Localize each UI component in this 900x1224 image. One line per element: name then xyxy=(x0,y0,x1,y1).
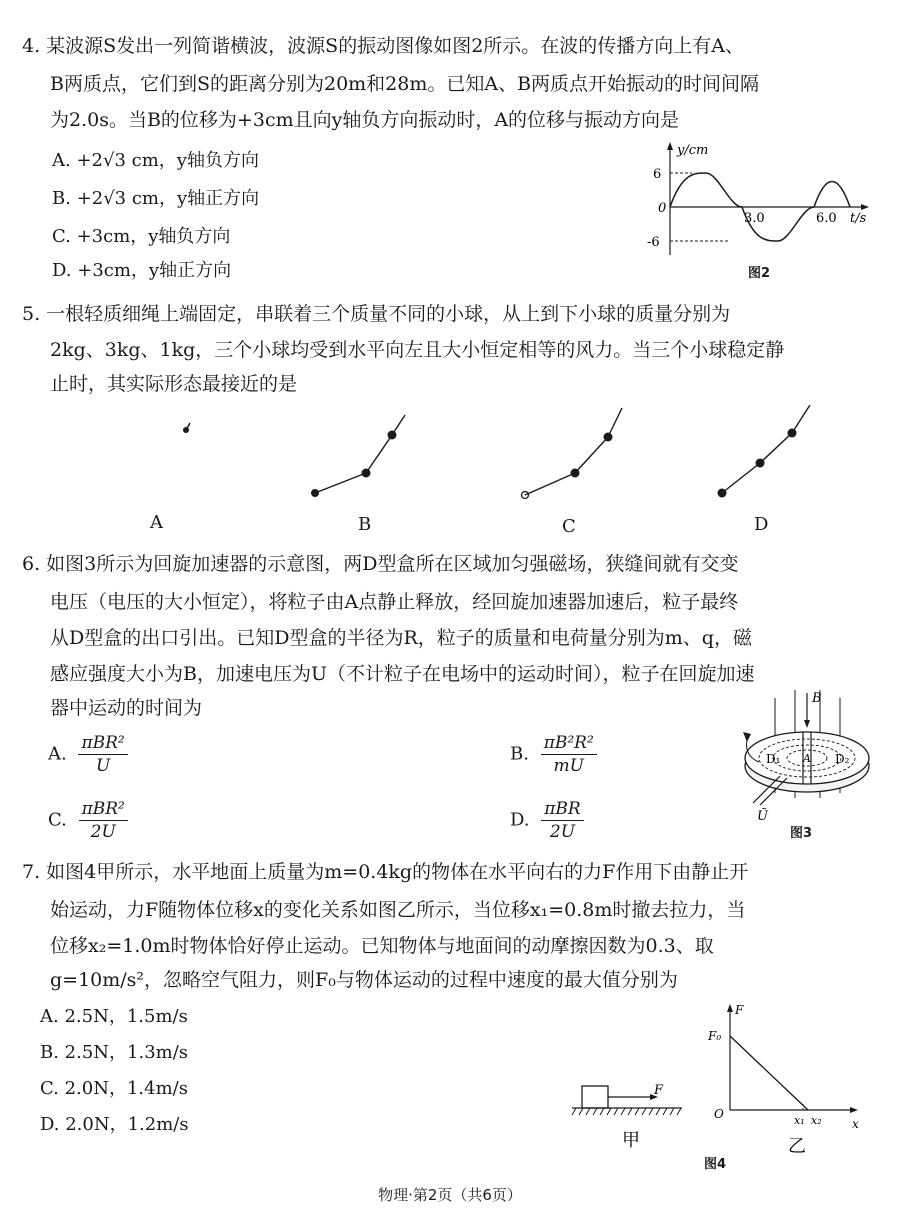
d2-label: D₂ xyxy=(835,752,850,766)
figure-4-block-diagram xyxy=(570,1080,690,1160)
q4-line-2: B两质点，它们到S的距离分别为20m和28m。已知A、B两质点开始振动的时间间隔 xyxy=(50,73,760,95)
y-axis-arrow xyxy=(667,142,673,150)
wave-curve-2 xyxy=(778,182,850,242)
q5-choice-b: B xyxy=(358,514,372,535)
force-line xyxy=(730,1036,808,1110)
q6-option-a-numerator: πBR² xyxy=(78,732,127,755)
q5-figure-c xyxy=(522,408,623,499)
d1-label: D₁ xyxy=(766,752,781,766)
y-tick-neg6: -6 xyxy=(647,235,660,250)
q4-line-3: 为2.0s。当B的位移为+3cm且向y轴负方向振动时，A的位移与振动方向是 xyxy=(50,109,680,131)
q7-line-1: 7. 如图4甲所示，水平地面上质量为m=0.4kg的物体在水平向右的力F作用下由静止开 xyxy=(22,861,749,883)
q6-line-5: 器中运动的时间为 xyxy=(50,697,203,719)
q5-figure-b xyxy=(311,415,405,497)
q6-line-2: 电压（电压的大小恒定），将粒子由A点静止释放，经回旋加速器加速后，粒子最终 xyxy=(50,591,739,613)
q6-option-a-denominator: U xyxy=(95,756,111,776)
figure-3-caption: 图3 xyxy=(790,826,813,841)
q6-option-c xyxy=(48,798,128,843)
q6-line-4: 感应强度大小为B，加速电压为U（不计粒子在电场中的运动时间），粒子在回旋加速 xyxy=(50,663,755,685)
q6-option-a-label: A. xyxy=(48,743,67,765)
q5-choice-a: A xyxy=(150,512,163,533)
x2-label: x₂ xyxy=(811,1114,822,1127)
q5-choice-c: C xyxy=(562,516,576,537)
q7-line-4: g=10m/s²，忽略空气阻力，则F₀与物体运动的过程中速度的最大值分别为 xyxy=(50,969,678,991)
q7-option-c: C. 2.0N，1.4m/s xyxy=(40,1078,188,1099)
q5-figure-a xyxy=(183,423,190,433)
figure-4-left-label: 甲 xyxy=(622,1130,640,1151)
block xyxy=(582,1086,608,1108)
q7-option-a: A. 2.5N，1.5m/s xyxy=(40,1006,188,1027)
y-tick-6: 6 xyxy=(653,167,662,182)
q6-line-3: 从D型盒的出口引出。已知D型盒的半径为R，粒子的质量和电荷量分别为m、q，磁 xyxy=(50,627,752,649)
q7-option-d: D. 2.0N，1.2m/s xyxy=(40,1114,189,1135)
ground-hatching xyxy=(572,1108,681,1115)
q6-line-1: 6. 如图3所示为回旋加速器的示意图，两D型盒所在区域加匀强磁场，狭缝间就有交变 xyxy=(22,553,739,575)
q6-option-c-denominator: 2U xyxy=(90,822,116,842)
q6-option-d-label: D. xyxy=(510,809,530,831)
figure-3-cyclotron xyxy=(735,688,880,823)
q7-line-3: 位移x₂=1.0m时物体恰好停止运动。已知物体与地面间的动摩擦因数为0.3、取 xyxy=(50,935,714,957)
q4-option-c: C. +3cm，y轴负方向 xyxy=(52,226,231,247)
f0-label: F₀ xyxy=(708,1029,722,1043)
q7-option-b: B. 2.5N，1.3m/s xyxy=(40,1042,189,1063)
figure-2-caption: 图2 xyxy=(748,266,771,281)
q5-figure-d xyxy=(718,405,811,498)
point-a-label: A xyxy=(803,752,811,765)
q6-option-d-numerator: πBR xyxy=(541,798,583,821)
q6-option-b-denominator: mU xyxy=(553,756,584,776)
figure-4-right-label: 乙 xyxy=(788,1136,806,1157)
q5-line-2: 2kg、3kg、1kg，三个小球均受到水平向左且大小恒定相等的风力。当三个小球稳定静 xyxy=(50,339,785,361)
f-axis-label: F xyxy=(735,1003,744,1017)
figure-4-force-graph xyxy=(700,1000,870,1160)
x-tick-6: 6.0 xyxy=(816,211,837,226)
q4-option-b: B. +2√3 cm，y轴正方向 xyxy=(52,188,260,209)
force-label: F xyxy=(654,1083,664,1098)
q4-option-a: A. +2√3 cm，y轴负方向 xyxy=(52,150,259,171)
q5-line-1: 5. 一根轻质细绳上端固定，串联着三个质量不同的小球，从上到下小球的质量分别为 xyxy=(22,303,731,325)
q7-line-2: 始运动，力F随物体位移x的变化关系如图乙所示，当位移x₁=0.8m时撤去拉力，当 xyxy=(50,899,746,921)
q6-option-c-numerator: πBR² xyxy=(79,798,128,821)
q4-line-1: 4. 某波源S发出一列简谐横波，波源S的振动图像如图2所示。在波的传播方向上有A、 xyxy=(22,35,745,57)
voltage-label: Ũ xyxy=(757,809,768,823)
q6-option-b-label: B. xyxy=(510,743,529,765)
q4-option-d: D. +3cm，y轴正方向 xyxy=(52,260,232,281)
q5-choice-d: D xyxy=(754,514,769,535)
origin-label: 0 xyxy=(658,201,667,216)
q5-string-figures xyxy=(120,405,840,515)
origin-label: O xyxy=(714,1107,724,1121)
x1-label: x₁ xyxy=(794,1114,805,1127)
magnetic-field-label: B xyxy=(812,691,822,706)
y-axis-label: y/cm xyxy=(677,143,709,158)
x-tick-3: 3.0 xyxy=(744,211,765,226)
q6-option-d-denominator: 2U xyxy=(549,822,576,842)
q6-option-b xyxy=(510,732,597,777)
q6-option-a xyxy=(48,732,128,777)
page-footer: 物理·第2页（共6页） xyxy=(378,1186,522,1204)
x-axis-arrow xyxy=(861,204,869,210)
q6-option-d xyxy=(510,798,584,843)
q6-option-c-label: C. xyxy=(48,809,67,831)
x-axis-label: t/s xyxy=(850,211,867,226)
figure-4-caption: 图4 xyxy=(704,1157,727,1172)
x-axis-label: x xyxy=(852,1117,859,1131)
q5-line-3: 止时，其实际形态最接近的是 xyxy=(50,373,298,395)
q6-option-b-numerator: πB²R² xyxy=(541,732,597,755)
